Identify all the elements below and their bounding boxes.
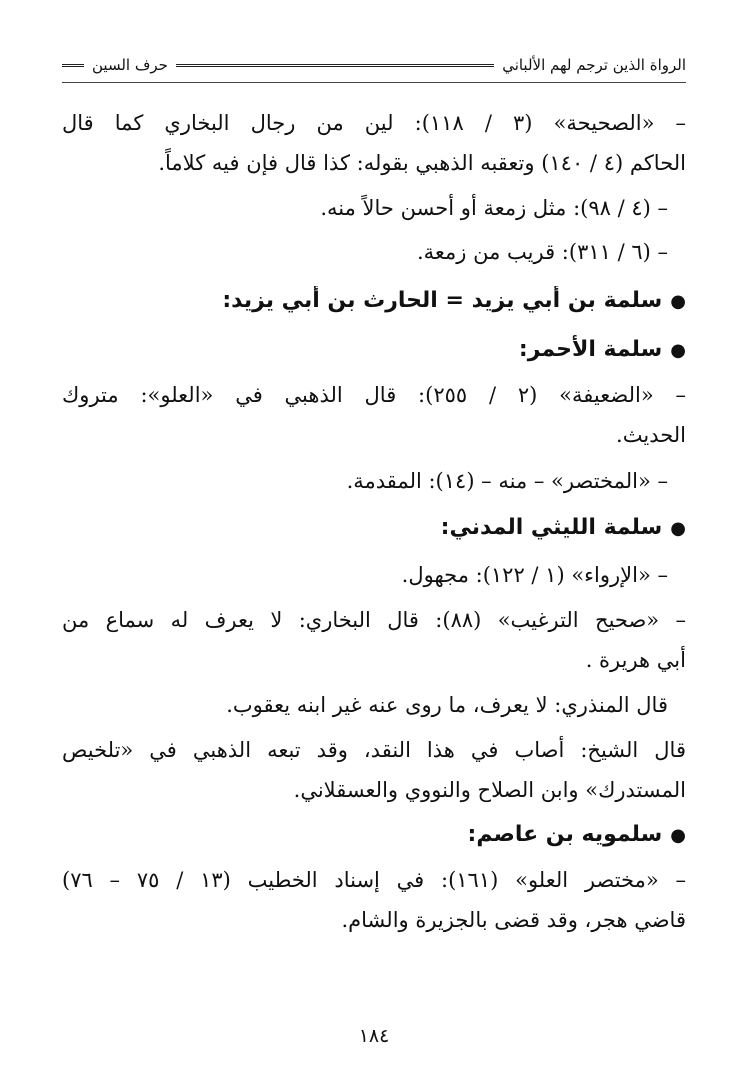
- bullet-icon: ●: [670, 340, 686, 361]
- page-number: ١٨٤: [358, 1025, 390, 1047]
- text-line: قال الشيخ: أصاب في هذا النقد، وقد تبعه الذهبي في «تلخيص: [62, 738, 686, 762]
- entry-heading: [62, 820, 686, 851]
- chapter-title: حرف السين: [92, 56, 168, 74]
- running-title: الرواة الذين ترجم لهم الألباني: [502, 56, 686, 74]
- heading-text: سلمة الليثي المدني:: [440, 515, 663, 540]
- text-line: – (٤ / ٩٨): مثل زمعة أو أحسن حالاً منه.: [320, 196, 668, 220]
- text-line: قال المنذري: لا يعرف، ما روى عنه غير ابنه يعقوب.: [226, 693, 668, 717]
- text-line: أبي هريرة .: [585, 648, 686, 672]
- text-line: – «المختصر» – منه – (١٤): المقدمة.: [346, 469, 668, 493]
- heading-text: سلمة الأحمر:: [518, 337, 663, 362]
- entry-heading: [62, 286, 686, 317]
- text-line: قاضي هجر، وقد قضى بالجزيرة والشام.: [341, 908, 686, 932]
- header-rule-short: [62, 64, 84, 67]
- running-header: [62, 52, 686, 78]
- text-line: – (٦ / ٣١١): قريب من زمعة.: [416, 240, 668, 264]
- text-line: المستدرك» وابن الصلاح والنووي والعسقلاني.: [293, 778, 686, 802]
- bullet-icon: ●: [670, 291, 686, 312]
- text-line: – «الضعيفة» (٢ / ٢٥٥): قال الذهبي في «العلو»: متروك: [62, 383, 686, 407]
- entry-heading: [62, 335, 686, 366]
- entry-heading: [62, 513, 686, 544]
- header-rule: [176, 64, 494, 67]
- heading-text: سلمويه بن عاصم:: [467, 822, 663, 847]
- text-line: – «صحيح الترغيب» (٨٨): قال البخاري: لا يعرف له سماع من: [62, 608, 686, 632]
- bullet-icon: ●: [670, 825, 686, 846]
- bullet-icon: ●: [670, 518, 686, 539]
- text-line: – «الإرواء» (١ / ١٢٢): مجهول.: [401, 563, 668, 587]
- text-line: الحاكم (٤ / ١٤٠) وتعقبه الذهبي بقوله: كذا قال فإن فيه كلاماً.: [158, 151, 686, 175]
- text-line: الحديث.: [616, 423, 686, 447]
- text-line: – «الصحيحة» (٣ / ١١٨): لين من رجال البخاري كما قال: [62, 111, 686, 135]
- text-line: – «مختصر العلو» (١٦١): في إسناد الخطيب (١٣ / ٧٥ – ٧٦): [62, 868, 686, 892]
- heading-text: سلمة بن أبي يزيد = الحارث بن أبي يزيد:: [222, 288, 663, 313]
- header-divider: [62, 82, 686, 83]
